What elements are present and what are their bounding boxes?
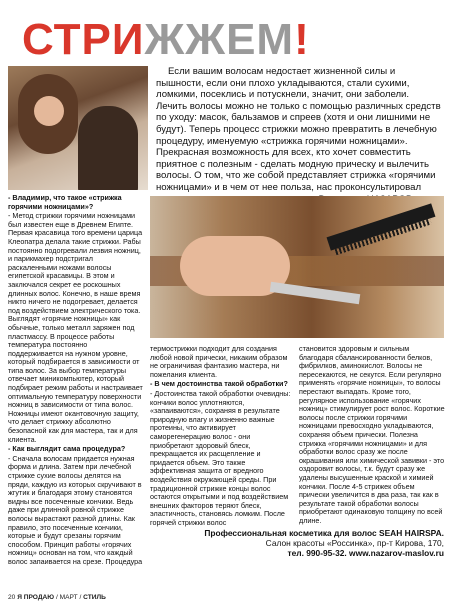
column-2 [150, 345, 292, 528]
hair-cutting-photo [150, 196, 444, 338]
title-part-2: ЖЖЕМ [144, 15, 295, 64]
answer-2: - Сначала волосам придается нужная форма и длина. Затем при лечебной стрижке сухие волосы делятся на пряди, каждую из которых скручивают в жгутик и благодаря этому становятся видны все посеченные кончики. Ведь даже при длинной ровной стрижке волосы вырастают разной длины. Как правило, это посеченные кончики, которые и будут срезаны горячим способом. Принцип работы «горячих ножниц» основан на том, что каждый волос запаивается на срезе. Процедура [8, 453, 143, 566]
magazine-name: Я ПРОДАЮ [17, 594, 55, 601]
question-3: - В чем достоинства такой обработки? [150, 379, 288, 389]
article-title [22, 15, 310, 64]
column-3 [299, 345, 445, 526]
answer-2-continued: термострижки подходит для создания любой новой прически, никаким образом не ограничивая фантазию мастера, ни пожелания клиента. [150, 344, 288, 379]
page-number: 20 [8, 594, 16, 601]
intro-block [156, 66, 442, 205]
answer-3-continued: становится здоровым и сильным благодаря сбалансированности белков, фибрилков, аминокислот. Волосы не пересекаются, не секутся. Если регулярно применять «горячие ножницы», то волосы перестают выпадать. Кроме того, регулярное использование «горячих ножниц» стимулирует рост волос. Короткие волосы после стрижки горячими ножницами превосходно укладываются, сохраняя объем прически. Полезна стрижка «горячими ножницами» и для обработки волос сразу же после окрашивания или химической завивки - это оздоровит волосы, т.к. будут сразу же удалены высушенные краской и химией кончики. После 4-5 стрижек объем прически увеличится в два раза, так как в результате такой обработки волосы приобретают одинаковую толщину по всей длине. [299, 344, 445, 525]
page-footer: 20 Я ПРОДАЮ / МАРТ / СТИЛЬ [8, 594, 106, 601]
salon-photo [8, 66, 148, 190]
ad-line-3: тел. 990-95-32. www.nazarov-maslov.ru [287, 548, 444, 558]
section-name: СТИЛЬ [83, 594, 106, 601]
issue-month: МАРТ [59, 594, 78, 601]
answer-1: - Метод стрижки горячими ножницами был известен еще в Древнем Египте. Первая красавица того времени царица Клеопатра делала такие стрижки. Рабы постоянно подогревали лезвия ножниц, и парикмахер подстригал раскаленными ножами волосы египетской красавицы. В этом и заключался секрет ее роскошных длинных волос. Конечно, в наше время никто ничего не подогревает, делается под воздействием электрического тока. Выглядят «горячие ножницы» как обычные, только металл заряжен под пластмассу. В процессе работы температура постоянно поддерживается на нужном уровне, который подбирается в зависимости от типа волос. За выбор температуры отвечает миникомпьютер, который подбирает режим работы и настраивает оптимальную температуру поверхности ножниц в зависимости от типа волос. Ножницы имеют окантовочную защиту, что делает стрижку абсолютно безопасной как для мастера, так и для клиента. [8, 211, 143, 444]
question-1: - Владимир, что такое «стрижка горячими ножницами»? [8, 193, 122, 211]
intro-text: Если вашим волосам недостает жизненной силы и пышности, если они плохо укладываются, стали сухими, ломкими, посеклись и потускнели, значит, они заболели. Лечить волосы можно не только с помощью различных средств по уходу: масок, бальзамов и спреев (хотя и они лишними не будут). Теперь процесс стрижки можно превратить в лечебную процедуру, именуемую «стрижка горячими ножницами». Прекрасная возможность для всех, кто хочет совместить приятное с полезным - сделать модную прическу и вылечить волосы. О том, что же собой представляет стрижка «горячими ножницами» и в чем от нее польза, нас проконсультировал [156, 66, 441, 193]
title-part-3: ! [294, 15, 310, 64]
question-2: - Как выглядит сама процедура? [8, 444, 126, 454]
title-part-1: СТРИ [22, 15, 145, 64]
column-1 [8, 194, 143, 568]
answer-3: - Достоинства такой обработки очевидны: кончики волос уплотняются, «запаиваются», сохраняя в результате природную влагу и жизненно важные протеины, что активирует саморегенерацию волос - они приобретают здоровый блеск, прекращается их расщепление и придается объем. Это также эффективная защита от вредного воздействия окружающей среды. При традиционной стрижке концы волос остаются открытыми и под воздействием внешних факторов теряют блеск, эластичность, становясь ломким. После горячей стрижки волос [150, 388, 291, 527]
ad-line-2: Салон красоты «Россинка», пр-т Кирова, 170, [265, 538, 444, 548]
ad-line-1: Профессиональная косметика для волос SEAH HAIRSPA. [204, 528, 444, 538]
advertisement-block [204, 528, 444, 558]
